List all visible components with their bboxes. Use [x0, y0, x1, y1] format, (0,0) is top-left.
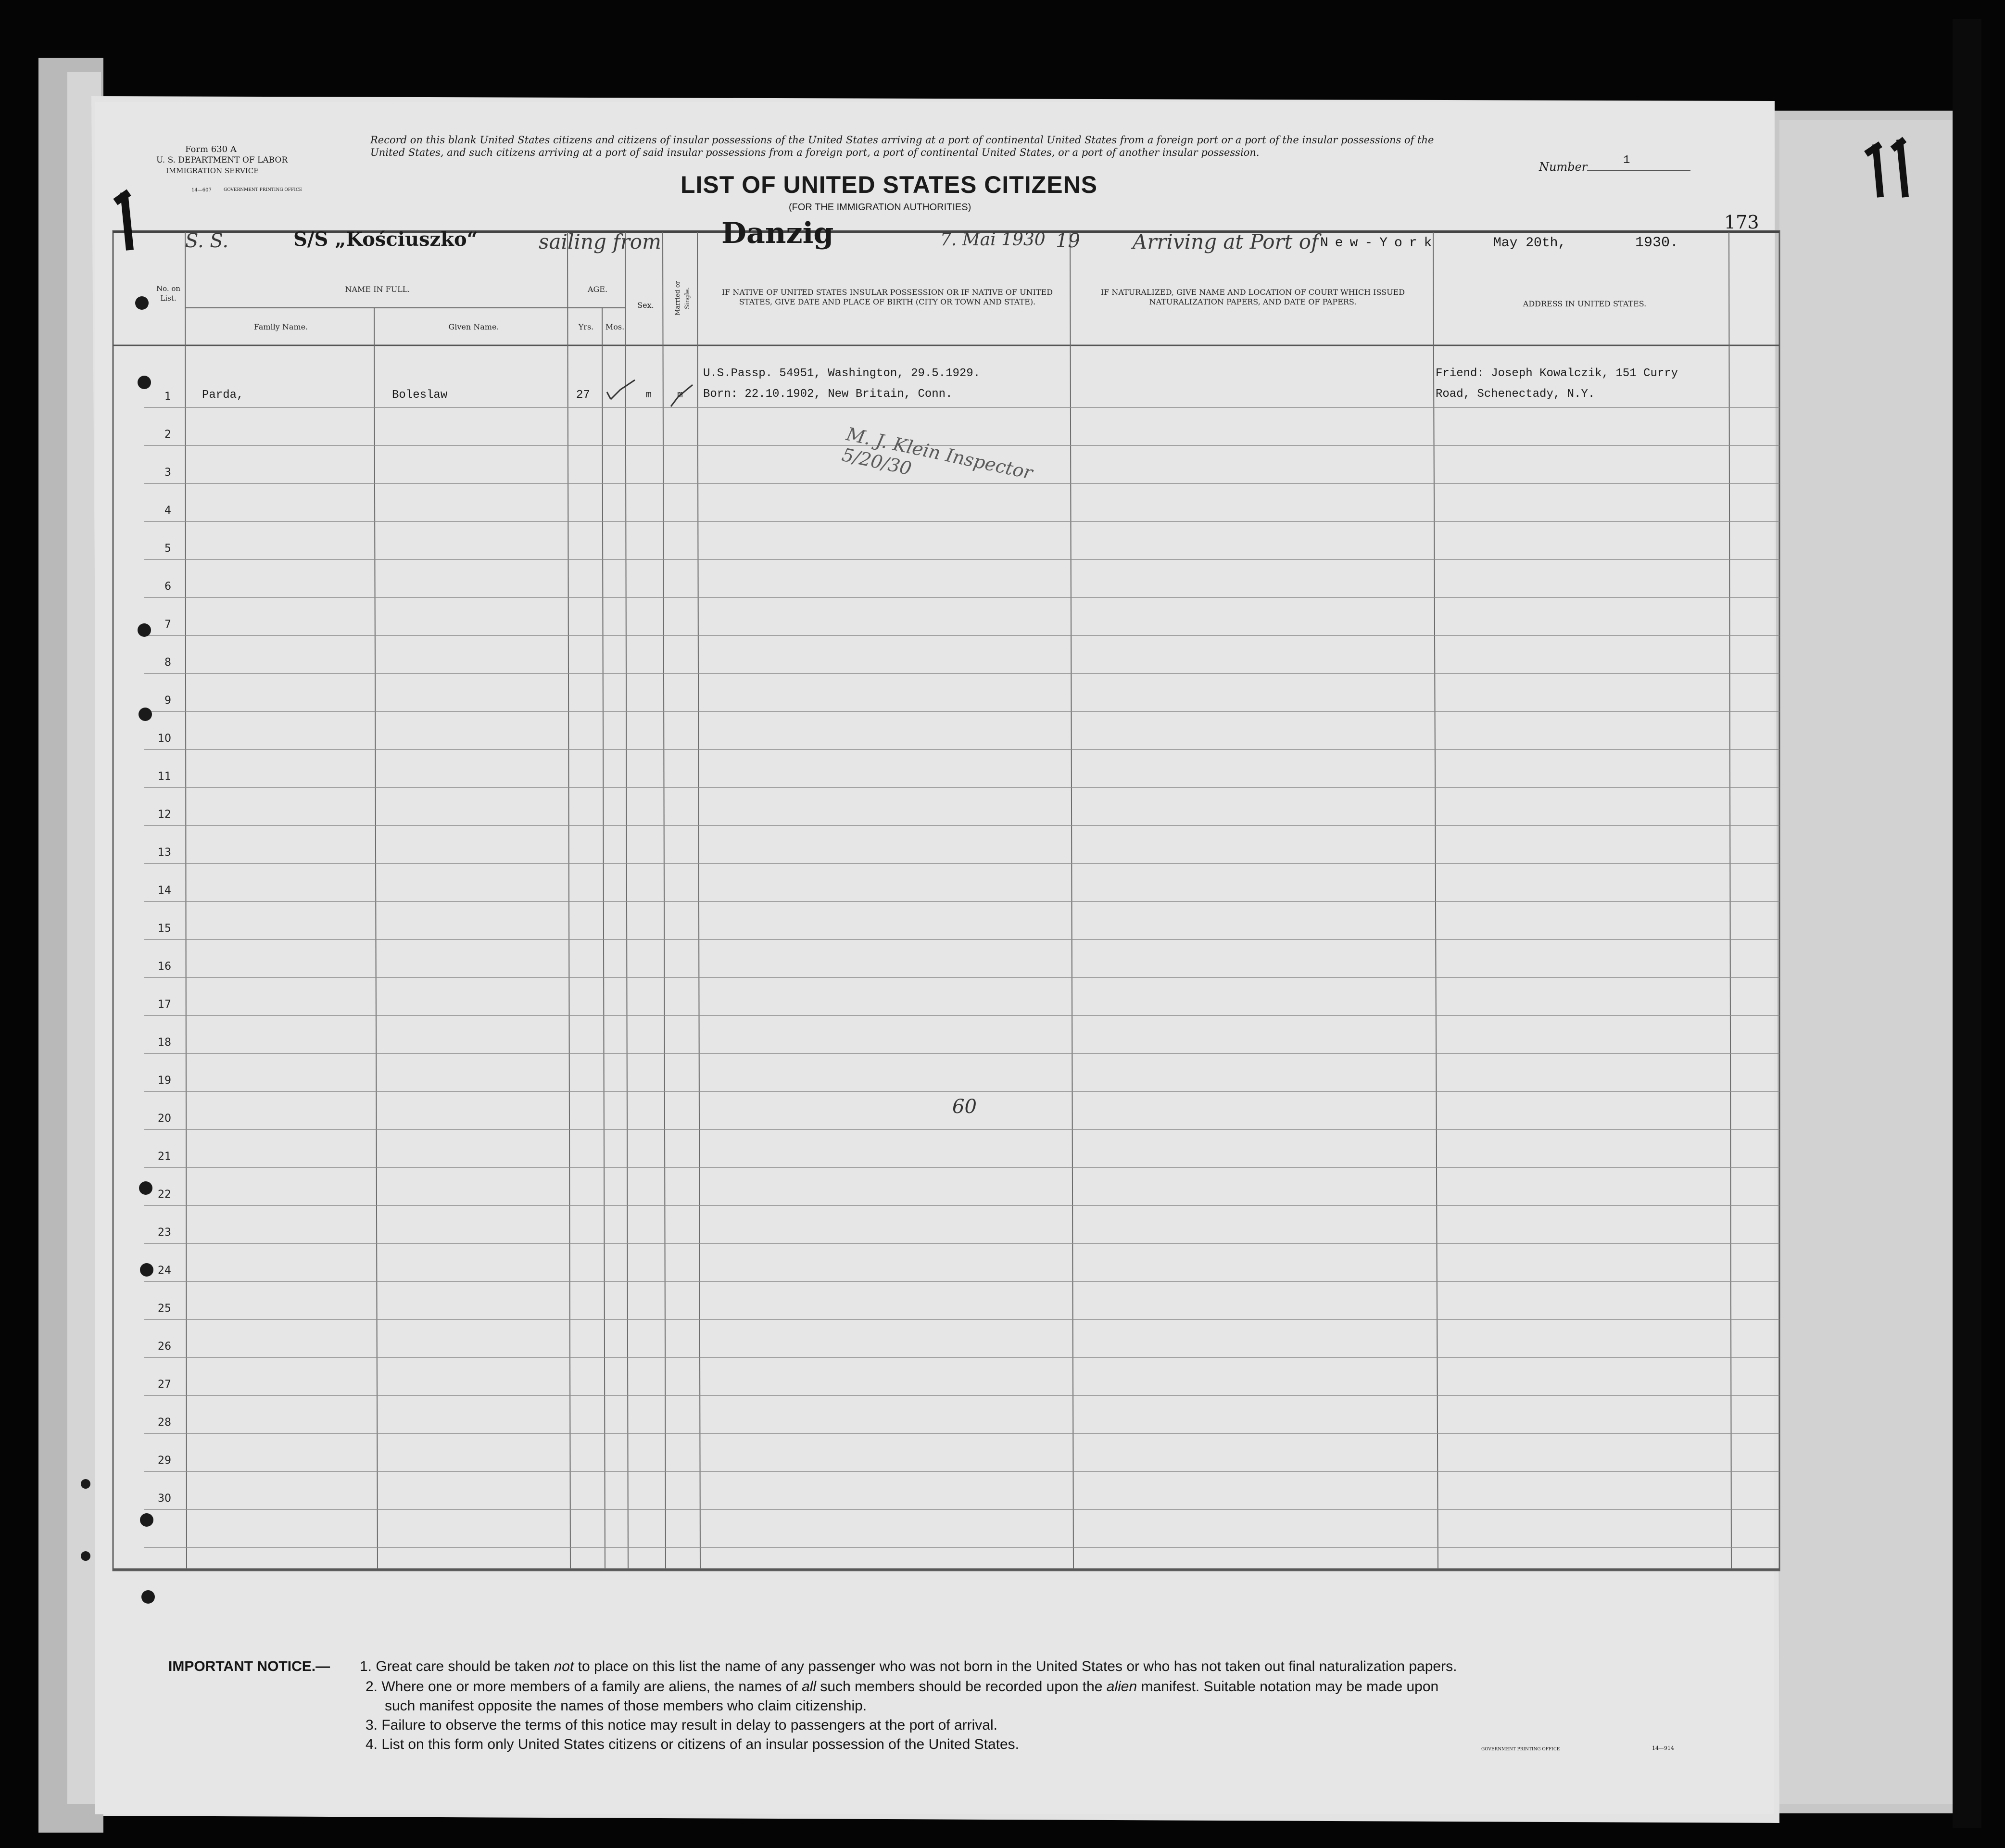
row-number: 2 [164, 429, 171, 441]
row-number: 17 [158, 999, 171, 1011]
number-underline [1587, 170, 1690, 171]
row-number: 27 [158, 1379, 171, 1391]
notice-item-1-pre: 1. Great care should be taken [360, 1658, 554, 1674]
col-married-single: Married or Single. [674, 281, 691, 316]
row-number: 22 [158, 1189, 171, 1201]
row-number: 1 [164, 391, 171, 403]
row-number: 4 [164, 505, 171, 517]
notice-item-2-pre: 2. Where one or more members of a family are aliens, the names of [366, 1679, 802, 1695]
printer-footer: GOVERNMENT PRINTING OFFICE [1481, 1747, 1560, 1752]
notice-item-2-cont: such manifest opposite the names of those members who claim citizenship. [385, 1698, 867, 1714]
arrival-date: May 20th, [1493, 236, 1566, 251]
row-number: 29 [158, 1455, 171, 1467]
number-label: Number [1539, 160, 1588, 174]
notice-item-3: 3. Failure to observe the terms of this notice may result in delay to passengers at the port of arrival. [366, 1717, 997, 1733]
row-number: 3 [164, 467, 171, 479]
col-birth: IF NATIVE OF UNITED STATES INSULAR POSSESSION OR IF NATIVE OF UNITED STATES, GIVE DATE AND PLACE OF BIRTH (CITY OR TOWN AND STATE). [721, 288, 1053, 306]
row-number: 9 [164, 695, 171, 707]
col-given-name: Given Name. [448, 322, 499, 331]
family-name-cell: Parda, [202, 389, 244, 402]
center-mark: 60 [952, 1096, 977, 1118]
arriving-label: Arriving at Port of [1133, 230, 1319, 253]
number-value: 1 [1623, 154, 1630, 167]
service-label: IMMIGRATION SERVICE [166, 166, 259, 175]
row-number: 19 [158, 1075, 171, 1087]
footer-code: 14—914 [1652, 1745, 1674, 1751]
sail-date: 7. Mai 1930 [940, 230, 1046, 250]
col-age: AGE. [587, 285, 608, 294]
birth-cell-line2: Born: 22.10.1902, New Britain, Conn. [703, 388, 953, 401]
form-number: Form 630 A [185, 144, 237, 154]
stamp-number: 173 [1724, 212, 1759, 233]
col-sex: Sex. [637, 301, 654, 310]
given-name-cell: Boleslaw [392, 389, 448, 402]
sailing-from-label: sailing from [539, 230, 661, 253]
row-number: 23 [158, 1227, 171, 1239]
col-address: ADDRESS IN UNITED STATES. [1523, 299, 1647, 308]
arrival-year: 1930. [1635, 235, 1679, 251]
page-subtitle: (FOR THE IMMIGRATION AUTHORITIES) [789, 202, 971, 213]
birth-cell-line1: U.S.Passp. 54951, Washington, 29.5.1929. [703, 367, 981, 380]
row-number: 5 [164, 543, 171, 555]
row-number: 11 [158, 771, 171, 783]
row-number: 24 [158, 1265, 171, 1277]
row-number: 15 [158, 923, 171, 935]
row-number: 10 [158, 733, 171, 745]
age-years-cell: 27 [576, 389, 590, 402]
row-number: 7 [164, 619, 171, 631]
row-number: 30 [158, 1493, 171, 1505]
row-number: 26 [158, 1341, 171, 1353]
row-number: 20 [158, 1113, 171, 1125]
notice-item-2-post: manifest. Suitable notation may be made upon [1137, 1679, 1439, 1695]
col-age-yrs: Yrs. [578, 322, 594, 331]
col-name-in-full: NAME IN FULL. [345, 285, 410, 294]
page-title: LIST OF UNITED STATES CITIZENS [681, 171, 1098, 198]
form-instructions: Record on this blank United States citizens and citizens of insular possessions of the United States arriving at a port of continental United States from a foreign port or a port of the insular possessions of the United States, and such citizens arriving at a port of said insular possessions from a foreign port, a port of continental United States, or a port of another insular possession. [370, 134, 1434, 158]
row-number: 25 [158, 1303, 171, 1315]
row-number: 13 [158, 847, 171, 859]
col-age-mos: Mos. [605, 322, 625, 331]
address-cell-line1: Friend: Joseph Kowalczik, 151 Curry [1436, 367, 1678, 380]
row-number: 8 [164, 657, 171, 669]
row-number: 16 [158, 961, 171, 973]
notice-item-2-mid: such members should be recorded upon the [816, 1679, 1107, 1695]
notice-item-1-em: not [554, 1658, 574, 1674]
inspector-signature: M. J. Klein Inspector 5/20/30 [840, 423, 1035, 484]
ship-name: S/S „Kościuszko“ [293, 228, 478, 251]
year-label: 19 [1056, 230, 1080, 252]
notice-item-1-post: to place on this list the name of any passenger who was not born in the United States or who has not taken out final naturalization papers. [574, 1658, 1457, 1674]
col-family-name: Family Name. [253, 322, 308, 331]
notice-item-2-em2: alien [1106, 1679, 1137, 1695]
form-code: 14—607 [191, 188, 212, 193]
address-cell-line2: Road, Schenectady, N.Y. [1436, 388, 1595, 401]
printer-label: GOVERNMENT PRINTING OFFICE [224, 188, 303, 192]
notice-item-2-em: all [802, 1679, 817, 1695]
row-number: 21 [158, 1151, 171, 1163]
port-to: New-York [1320, 236, 1439, 251]
row-number: 28 [158, 1417, 171, 1429]
notice-item-4: 4. List on this form only United States citizens or citizens of an insular possession of the United States. [366, 1736, 1020, 1752]
row-number: 12 [158, 809, 171, 821]
sex-cell: m [646, 390, 652, 401]
col-no-on-list: No. on List. [156, 284, 181, 303]
row-number: 14 [158, 885, 171, 897]
col-naturalized: IF NATURALIZED, GIVE NAME AND LOCATION OF COURT WHICH ISSUED NATURALIZATION PAPERS, AND DATE OF PAPERS. [1100, 288, 1405, 306]
row-number: 6 [164, 581, 171, 593]
notice-heading: IMPORTANT NOTICE.— [168, 1658, 330, 1674]
marital-cell: m [677, 390, 683, 401]
row-number: 18 [158, 1037, 171, 1049]
notice-item-2 [366, 1679, 1438, 1695]
department-label: U. S. DEPARTMENT OF LABOR [156, 155, 288, 165]
port-from: Danzig [721, 216, 834, 250]
ss-label: S. S. [185, 230, 229, 252]
notice-item-1 [360, 1658, 1457, 1675]
